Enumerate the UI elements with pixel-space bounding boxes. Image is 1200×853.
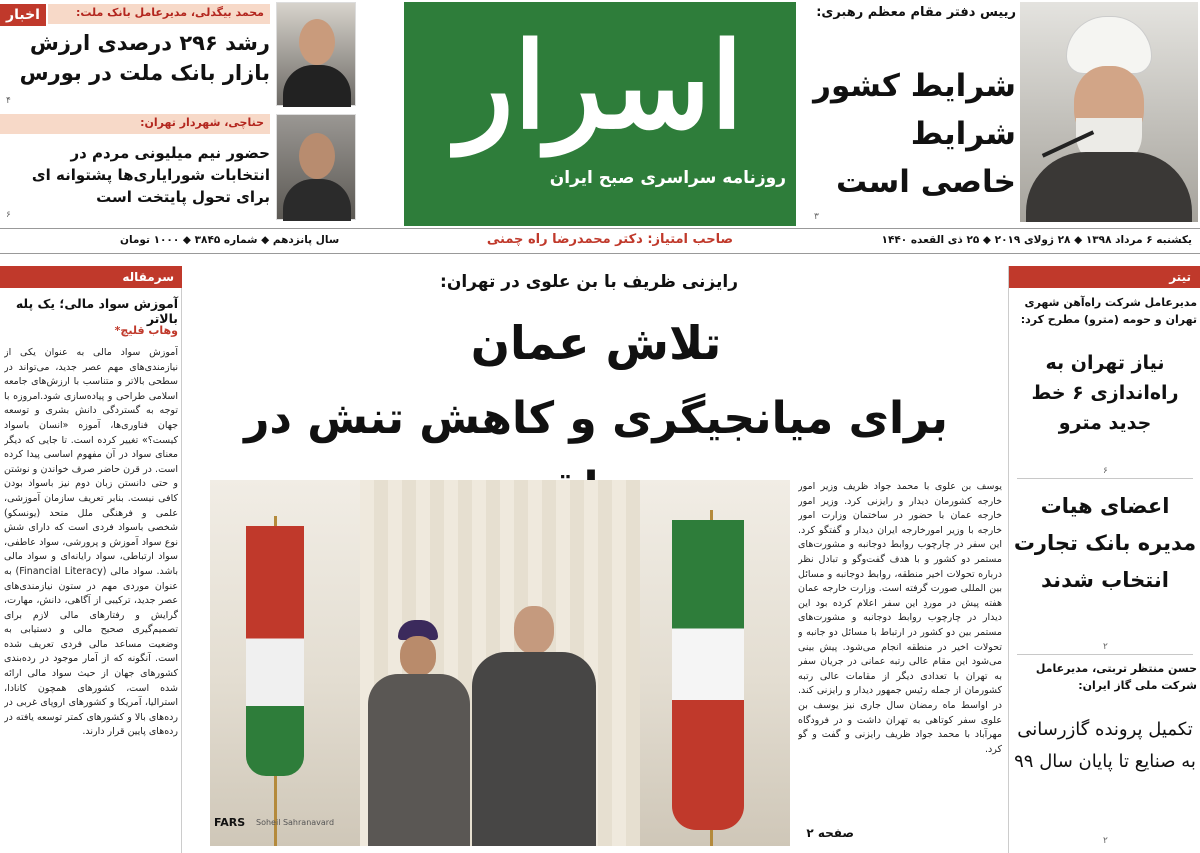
news-item1-photo xyxy=(276,2,356,106)
top-right-kicker: رییس دفتر مقام معظم رهبری: xyxy=(816,5,1016,20)
portrait-face xyxy=(299,19,335,65)
suit xyxy=(472,652,596,846)
top-right-feature xyxy=(812,0,1200,226)
main-body: یوسف بن علوی با محمد جواد ظریف وزیر امور خارجه کشورمان دیدار و رایزنی کرد. وزیر امور خارجه عمان با حضور در ساختمان وزارت امور خارجه با وزیر امورخارجه ایران دیدار و گفتگو کرد. این سفر در چارچوب روابط دوجانبه و مشورت‌های مستمر دو کشور و با هدف گفت‌وگو و تبادل نظر درباره تحولات اخیر منطقه، روابط دوجانبه و مسائل بین المللی صورت گرفته است. وزارت خارجه عمان هفته پیش در موردِ این سفر اعلام کرده بود این دیدار در چارچوب روابط دوجانبه و مشورت‌های مستمر بین دو کشور در ارتباط با مسائل دو جانبه و تحولات اخیر در منطقه انجام می‌شود. پیش بینی می‌شود این مقام عالی رتبه عمانی در جریان سفر به تهران با تعدادی دیگر از مقامات عالی رتبه کشورمان از جمله رئیس جمهور دیدار و رایزنی کند. در اواسط ماه رمضان سال جاری نیز یوسف بن علوی سفر کوتاهی به تهران داشت و در فرودگاه مهرآباد با محمد جواد ظریف رایزنی و گفت و گو کرد. xyxy=(798,481,1002,755)
logo-tagline: روزنامه سراسری صبح ایران xyxy=(549,168,786,188)
headlines-column xyxy=(1008,266,1200,853)
logo-wordmark: اسرار xyxy=(456,16,744,155)
portrait-face xyxy=(400,636,436,676)
person-left xyxy=(368,620,470,846)
news-item2-page: ۶ xyxy=(6,210,11,220)
top-right-photo xyxy=(1020,2,1198,222)
photographer: Soheil Sahranavard xyxy=(256,818,335,827)
headline2[interactable]: اعضای هیات مدیره بانک تجارت انتخاب شدند xyxy=(1013,494,1197,592)
issue-number: سال پانزدهم ◆ شماره ۳۸۴۵ ◆ ۱۰۰۰ تومان xyxy=(120,234,340,246)
issue-date: یکشنبه ۶ مرداد ۱۳۹۸ ◆ ۲۸ ژولای ۲۰۱۹ ◆ ۲۵ ذی القعده ۱۴۴۰ xyxy=(881,234,1192,246)
news-item1-kicker: محمد بیگدلی، مدیرعامل بانک ملت: xyxy=(48,4,270,24)
headline3[interactable]: تکمیل پرونده گازرسانی به صنایع تا پایان سال ۹۹ xyxy=(1014,719,1196,772)
suit xyxy=(368,674,470,846)
robe xyxy=(1026,152,1192,222)
masthead-logo[interactable] xyxy=(404,2,796,226)
main-page-ref[interactable]: صفحه ۲ xyxy=(806,826,854,840)
top-right-page: ۳ xyxy=(814,212,819,222)
headline3-kicker: حسن منتظر تربتی، مدیرعامل شرکت ملی گاز ایران: xyxy=(1035,662,1197,692)
editorial-body: آموزش سواد مالی به عنوان یکی از نیازمندی‌های مهم عصر جدید، می‌تواند در سطحی بالاتر و متناسب با ارزش‌های جامعه اسلامی طراحی و پیاده‌سازی شود.امروزه با توجه به گستردگی دانش بشری و توسعه جهان فناوری‌ها، آموزه «انسان باسواد کیست؟» تغییر کرده است. تا جایی که دیگر معنای سواد در آن مفهوم اساسی پیدا کرده است. در قرن حاضر صرف خواندن و نوشتن و حتی دانستن زبان دوم نیز باسواد بودن کافی نیست. بنابر تعریف سازمان آموزشی، علمی و فرهنگی ملل متحد (یونسکو) شخصی باسواد فردی است که دارای شش نوع سواد آموزش و پرورشی، سواد عاطفی، سواد ارتباطی، سواد رایانه‌ای و سواد مالی باشد. سواد مالی (Financial Literacy) به عنوان موردی مهم در ستون نیازمندی‌های عصر جدید، ترکیبی از آگاهی، دانش، مهارت، گرایش و رفتارهای مالی لازم برای تصمیم‌گیری صحیح مالی و دستیابی به وضعیت مساعد مالی فردی تعریف شده است. آنگونه که از آمار موجود در رده‌بندی کشورهای جهان از حیث سواد مالی ارائه شده است، کشورهای همچون کانادا، استرالیا، آمریکا و کشورهای اروپای غربی در رده‌های بالا و کشورهای کمتر توسعه یافته در رده‌های پایین قرار دارند. xyxy=(4,347,178,738)
portrait-face xyxy=(299,133,335,179)
editorial-author: وهاب قلیچ* xyxy=(114,324,178,337)
masthead-info-bar xyxy=(0,228,1200,254)
news-item1-headline[interactable]: رشد ۲۹۶ درصدی ارزش بازار بانک ملت در بورس xyxy=(19,31,270,85)
top-right-headline[interactable]: شرایط کشور شرایط خاصی است xyxy=(813,68,1016,200)
news-item1-page: ۴ xyxy=(6,96,11,106)
headline2-page: ۲ xyxy=(1103,642,1108,652)
editorial-column xyxy=(0,266,182,853)
main-photo xyxy=(210,480,790,846)
headline1[interactable]: نیاز تهران به راه‌اندازی ۶ خط جدید مترو xyxy=(1031,352,1179,434)
main-headline-line2[interactable]: برای میانجیگری و کاهش تنش در xyxy=(244,393,948,444)
portrait-suit xyxy=(283,179,351,221)
photo-credit: FARS xyxy=(214,816,246,829)
main-story xyxy=(190,266,1002,853)
editorial-title[interactable]: آموزش سواد مالی؛ یک پله بالاتر xyxy=(15,296,178,326)
divider xyxy=(1017,478,1193,479)
main-headline-line1[interactable]: تلاش عمان xyxy=(470,316,722,370)
person-right xyxy=(472,606,596,846)
main-kicker: رایزنی ظریف با بن علوی در تهران: xyxy=(440,272,738,292)
news-item2-kicker: حناچی، شهردار تهران: xyxy=(0,114,270,134)
headline1-kicker: مدیرعامل شرکت راه‌آهن شهری تهران و حومه (مترو) مطرح کرد: xyxy=(1020,296,1197,326)
headline1-page: ۶ xyxy=(1103,466,1108,476)
portrait-suit xyxy=(283,65,351,107)
top-left-news xyxy=(0,0,360,225)
proprietor: صاحب امتیاز: دکتر محمدرضا راه چمنی xyxy=(486,232,734,247)
divider xyxy=(1017,654,1193,655)
portrait-face xyxy=(514,606,554,654)
editorial-section-label: سرمقاله xyxy=(0,266,182,288)
iran-flag xyxy=(672,520,744,830)
news-item2-headline[interactable]: حضور نیم میلیونی مردم در انتخابات شورایاری‌ها پشتوانه ای برای تحول پایتخت است xyxy=(31,144,270,206)
oman-flag xyxy=(246,526,304,776)
headlines-section-label: تیتر xyxy=(1009,266,1200,288)
news-item2-photo xyxy=(276,114,356,220)
headline3-page: ۲ xyxy=(1103,836,1108,846)
news-badge: اخبار xyxy=(0,4,46,26)
